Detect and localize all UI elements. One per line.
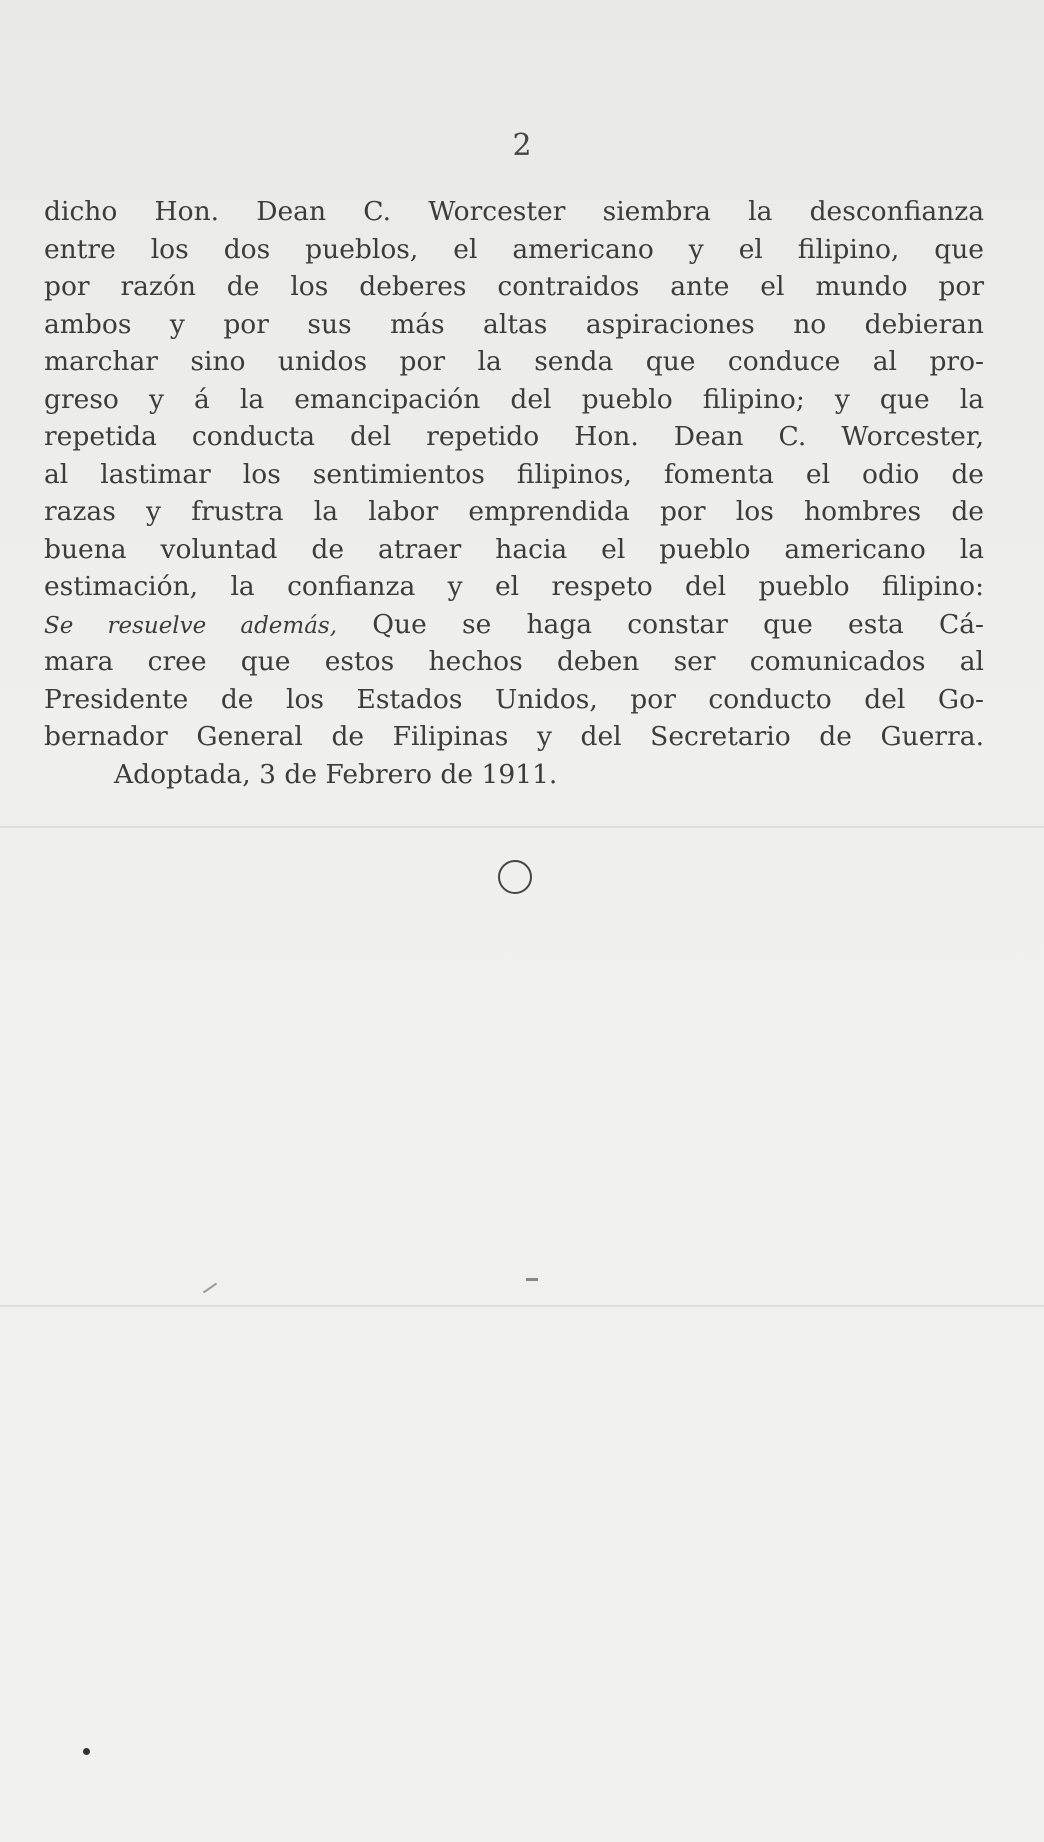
text-line: dicho Hon. Dean C. Worcester siembra la desconfianza — [44, 196, 984, 227]
fold-line — [0, 826, 1044, 828]
text-line: entre los dos pueblos, el americano y el filipino, que — [44, 233, 984, 265]
resolve-line — [44, 606, 984, 644]
text-line: por razón de los deberes contraidos ante el mundo por — [44, 271, 984, 302]
text-line: Presidente de los Estados Unidos, por conducto del Go- — [44, 683, 984, 715]
resolve-italic: Se resuelve además, — [44, 612, 338, 639]
text-line: bernador General de Filipinas y del Secretario de Guerra. — [44, 721, 984, 752]
text-line: greso y á la emancipación del pueblo filipino; y que la — [44, 383, 984, 415]
text-line: estimación, la confianza y el respeto del pueblo filipino: — [44, 571, 984, 602]
text-line: al lastimar los sentimientos filipinos, fomenta el odio de — [44, 458, 984, 490]
text-line: marchar sino unidos por la senda que conduce al pro- — [44, 346, 984, 377]
fold-line — [0, 1305, 1044, 1307]
text-line: ambos y por sus más altas aspiraciones no debieran — [44, 308, 984, 340]
resolve-rest: Que se haga constar que esta Cá- — [337, 608, 985, 640]
resolution-text — [44, 193, 984, 793]
text-line: mara cree que estos hechos deben ser comunicados al — [44, 646, 984, 677]
text-line: razas y frustra la labor emprendida por los hombres de — [44, 496, 984, 527]
text-line: repetida conducta del repetido Hon. Dean C. Worcester, — [44, 421, 984, 452]
ink-speck — [526, 1278, 538, 1281]
page-number: 2 — [512, 128, 532, 163]
ink-dot — [83, 1748, 90, 1755]
circle-end-mark-icon — [498, 860, 532, 894]
text-line: buena voluntad de atraer hacia el pueblo americano la — [44, 533, 984, 565]
ink-speck — [203, 1283, 217, 1294]
adoption-date: Adoptada, 3 de Febrero de 1911. — [114, 758, 558, 790]
